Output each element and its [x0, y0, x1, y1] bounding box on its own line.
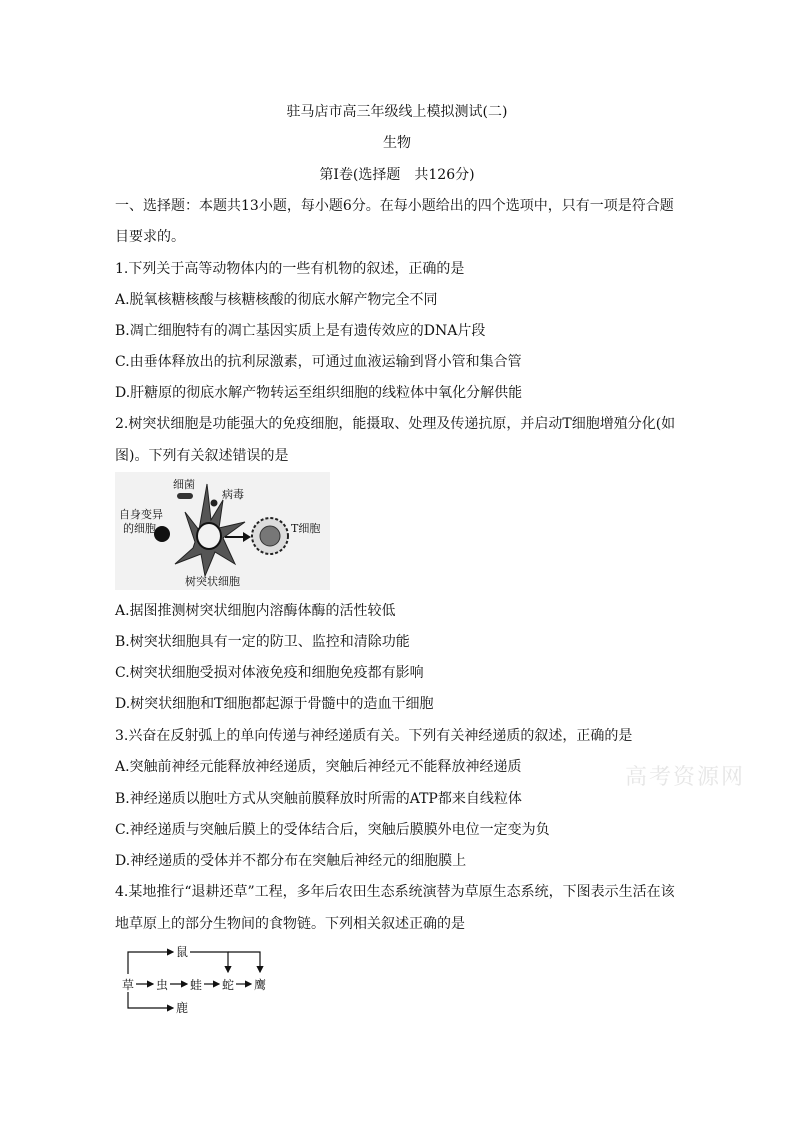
question-1-option-a: A.脱氧核糖核酸与核糖核酸的彻底水解产物完全不同	[115, 292, 438, 308]
node-deer: 鹿	[176, 1001, 189, 1015]
question-3-stem: 3.兴奋在反射弧上的单向传递与神经递质有关。下列有关神经递质的叙述，正确的是	[115, 728, 633, 744]
node-grass: 草	[122, 978, 135, 992]
food-web-figure	[118, 940, 278, 1018]
question-1-option-c: C.由垂体释放出的抗利尿激素，可通过血液运输到肾小管和集合管	[115, 354, 522, 370]
question-1-option-b: B.凋亡细胞特有的凋亡基因实质上是有遗传效应的DNA片段	[115, 323, 486, 339]
dendritic-cell-nucleus	[197, 523, 221, 549]
instructions-line-1: 一、选择题：本题共13小题，每小题6分。在每小题给出的四个选项中，只有一项是符合题	[115, 198, 674, 214]
question-2-option-c: C.树突状细胞受损对体液免疫和细胞免疫都有影响	[115, 665, 424, 681]
label-tcell: T细胞	[291, 522, 321, 535]
question-2-option-a: A.据图推测树突状细胞内溶酶体酶的活性较低	[115, 603, 396, 619]
question-4-stem-line-2: 地草原上的部分生物间的食物链。下列相关叙述正确的是	[115, 916, 465, 932]
mutant-cell-shape	[154, 526, 170, 542]
node-frog: 蛙	[190, 978, 203, 992]
label-dendritic-cell: 树突状细胞	[185, 575, 240, 588]
question-2-option-d: D.树突状细胞和T细胞都起源于骨髓中的造血干细胞	[115, 696, 434, 712]
question-2-stem-line-1: 2.树突状细胞是功能强大的免疫细胞，能摄取、处理及传递抗原，并启动T细胞增殖分化(如	[115, 416, 676, 432]
label-mutant-line-1: 自身变异	[119, 508, 163, 521]
label-bacteria: 细菌	[173, 478, 195, 491]
arrow-grass-mouse	[128, 952, 173, 974]
dendritic-cell-figure	[115, 472, 330, 590]
question-2-stem-line-2: 图)。下列有关叙述错误的是	[115, 448, 289, 464]
arrow-grass-deer	[128, 992, 173, 1008]
paper-title: 驻马店市高三年级线上模拟测试(二)	[286, 104, 508, 120]
question-3-option-c: C.神经递质与突触后膜上的受体结合后，突触后膜膜外电位一定变为负	[115, 822, 550, 838]
node-eagle: 鹰	[254, 978, 267, 992]
node-mouse: 鼠	[176, 945, 189, 959]
tcell-nucleus	[260, 526, 280, 546]
label-virus: 病毒	[222, 488, 244, 501]
arrow-mouse-eagle	[228, 952, 260, 972]
node-snake: 蛇	[222, 978, 235, 992]
subject-label: 生物	[383, 135, 411, 151]
question-3-option-d: D.神经递质的受体并不都分布在突触后神经元的细胞膜上	[115, 853, 467, 869]
question-3-option-b: B.神经递质以胞吐方式从突触前膜释放时所需的ATP都来自线粒体	[115, 791, 522, 807]
bacteria-shape	[177, 493, 193, 499]
question-2-option-b: B.树突状细胞具有一定的防卫、监控和清除功能	[115, 634, 410, 650]
question-4-stem-line-1: 4.某地推行“退耕还草”工程，多年后农田生态系统演替为草原生态系统，下图表示生活在该	[115, 884, 675, 900]
node-insect: 虫	[156, 978, 169, 992]
section-heading: 第Ⅰ卷(选择题 共126分)	[319, 167, 475, 183]
arrow-mouse-snake	[190, 952, 228, 972]
virus-shape	[211, 500, 218, 507]
question-1-option-d: D.肝糖原的彻底水解产物转运至组织细胞的线粒体中氧化分解供能	[115, 385, 523, 401]
question-3-option-a: A.突触前神经元能释放神经递质，突触后神经元不能释放神经递质	[115, 759, 522, 775]
label-mutant-line-2: 的细胞	[123, 522, 156, 535]
instructions-line-2: 目要求的。	[115, 229, 185, 245]
watermark: 高考资源网	[625, 765, 746, 790]
question-1-stem: 1.下列关于高等动物体内的一些有机物的叙述，正确的是	[115, 261, 465, 277]
